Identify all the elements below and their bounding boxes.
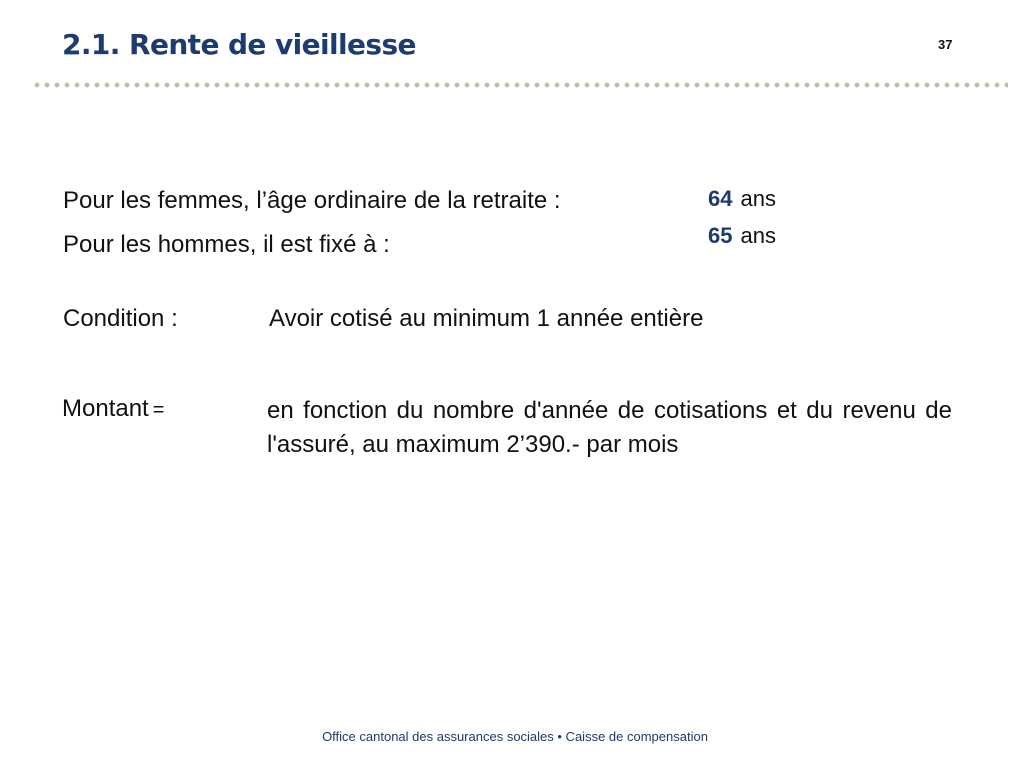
montant-text: en fonction du nombre d'année de cotisations et du revenu de l'assuré, au maximum 2’390.- par mois <box>267 397 952 458</box>
men-age-value: 65 <box>708 223 733 248</box>
women-age-unit: ans <box>740 186 776 211</box>
footer-text: Office cantonal des assurances sociales • Caisse de compensation <box>322 729 708 744</box>
slide-title: 2.1. Rente de vieillesse <box>62 28 416 61</box>
condition-label: Condition : <box>63 305 178 332</box>
men-age-line <box>708 223 776 249</box>
dotted-divider <box>32 82 1008 88</box>
men-age-unit: ans <box>740 223 776 248</box>
women-retirement-label: Pour les femmes, l’âge ordinaire de la retraite : <box>63 187 561 214</box>
montant-label-group <box>62 395 164 423</box>
men-retirement-label: Pour les hommes, il est fixé à : <box>63 231 390 258</box>
page-number: 37 <box>938 37 953 52</box>
women-age-line <box>708 186 776 212</box>
women-age-value: 64 <box>708 186 733 211</box>
condition-text: Avoir cotisé au minimum 1 année entière <box>269 305 704 332</box>
montant-label: Montant <box>62 395 149 422</box>
montant-equals: = <box>152 399 165 421</box>
